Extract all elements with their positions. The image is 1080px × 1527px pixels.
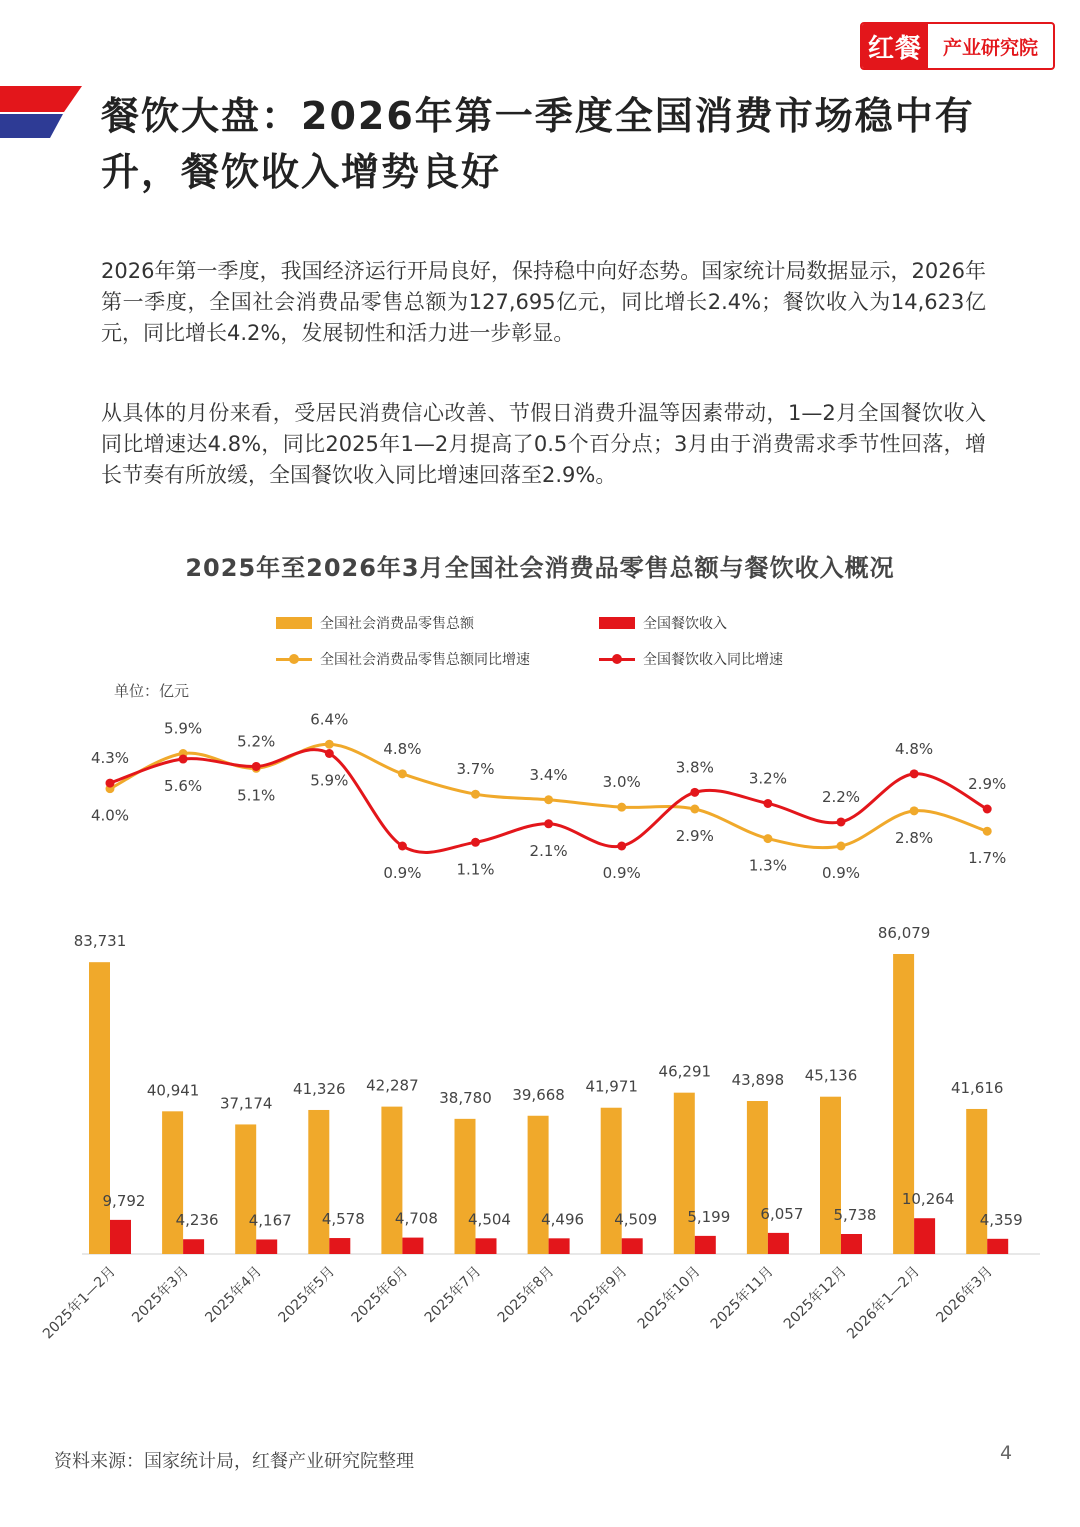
bar-catering-revenue [183,1239,204,1254]
x-tick-label: 2025年1—2月 [40,1263,119,1343]
bar-label-catering-revenue: 4,236 [175,1211,219,1230]
bar-label-catering-revenue: 5,738 [833,1206,877,1225]
legend-label: 全国餐饮收入同比增速 [643,652,783,668]
bar-label-retail-total: 86,079 [877,924,931,942]
bar-retail-total [235,1124,256,1254]
bar-retail-total [162,1111,183,1254]
x-tick-label: 2025年3月 [129,1263,192,1327]
bar-label-catering-revenue: 4,359 [979,1210,1023,1229]
bar-catering-revenue [768,1233,789,1254]
point-retail-growth [325,740,334,749]
bar-retail-total [747,1101,768,1254]
data-label-catering-growth: 1.1% [456,860,495,879]
data-label-retail-growth: 3.0% [602,773,641,792]
data-label-retail-growth: 4.0% [90,806,130,825]
point-retail-growth [544,795,553,804]
bar-label-retail-total: 39,668 [512,1085,565,1104]
bar-label-catering-revenue: 4,504 [468,1210,511,1229]
bar-label-retail-total: 41,326 [293,1079,346,1098]
x-tick-label: 2025年8月 [494,1263,558,1327]
data-label-retail-growth: 2.8% [895,828,934,847]
x-tick-label: 2025年6月 [348,1263,412,1327]
point-catering-growth [106,779,115,788]
bar-label-retail-total: 41,616 [950,1078,1004,1097]
bar-label-retail-total: 46,291 [658,1062,712,1081]
page-title: 餐饮大盘：2026年第一季度全国消费市场稳中有升，餐饮收入增势良好 [101,94,975,194]
bar-catering-revenue [549,1238,570,1254]
point-retail-growth [910,806,919,815]
data-label-catering-growth: 5.2% [237,732,276,751]
point-catering-growth [471,838,480,847]
data-label-catering-growth: 5.6% [164,777,203,796]
point-catering-growth [252,762,261,771]
bar-label-retail-total: 45,136 [804,1066,858,1085]
bar-label-catering-revenue: 6,057 [760,1204,804,1223]
unit-label: 单位：亿元 [114,682,190,700]
point-retail-growth [837,842,846,851]
bar-label-retail-total: 37,174 [219,1094,273,1113]
x-tick-label: 2025年9月 [567,1263,631,1327]
page-number: 4 [1000,1442,1013,1464]
bar-catering-revenue [695,1236,716,1254]
point-catering-growth [398,842,407,851]
data-label-catering-growth: 4.3% [90,749,130,768]
logo-name: 产业研究院 [942,36,1038,59]
bar-label-catering-revenue: 4,578 [321,1210,365,1229]
data-label-retail-growth: 3.4% [529,765,568,784]
point-retail-growth [398,769,407,778]
bar-catering-revenue [914,1218,935,1254]
data-label-catering-growth: 3.2% [748,769,787,788]
data-label-catering-growth: 5.9% [310,771,349,790]
point-retail-growth [763,834,772,843]
bar-label-catering-revenue: 10,264 [901,1190,955,1209]
bar-retail-total [455,1119,476,1254]
data-label-retail-growth: 6.4% [310,710,349,729]
point-catering-growth [983,805,992,814]
bar-label-retail-total: 42,287 [366,1076,419,1095]
source-note: 资料来源：国家统计局，红餐产业研究院整理 [54,1451,414,1472]
bar-retail-total [893,954,914,1254]
bar-retail-total [528,1116,549,1254]
x-tick-label: 2025年11月 [707,1263,777,1333]
x-tick-label: 2025年4月 [202,1263,266,1327]
bar-label-catering-revenue: 4,509 [614,1210,658,1229]
point-catering-growth [325,749,334,758]
bar-catering-revenue [110,1220,131,1254]
data-label-retail-growth: 4.8% [383,739,422,758]
point-retail-growth [471,790,480,799]
point-catering-growth [544,819,553,828]
bar-label-retail-total: 40,941 [146,1081,200,1100]
bar-catering-revenue [841,1234,862,1254]
bar-catering-revenue [476,1238,497,1254]
bar-retail-total [381,1107,402,1254]
bar-label-retail-total: 38,780 [439,1088,492,1107]
legend-label: 全国社会消费品零售总额 [320,616,474,632]
bar-label-catering-revenue: 5,199 [687,1207,731,1226]
data-label-retail-growth: 5.1% [237,786,276,805]
point-retail-growth [690,805,699,814]
x-tick-label: 2026年3月 [933,1263,997,1327]
point-catering-growth [179,755,188,764]
bar-label-retail-total: 41,971 [585,1077,638,1096]
bar-label-catering-revenue: 4,167 [248,1211,292,1230]
chart-title: 2025年至2026年3月全国社会消费品零售总额与餐饮收入概况 [185,554,895,582]
bar-retail-total [308,1110,329,1254]
x-tick-label: 2025年5月 [275,1263,339,1327]
bar-catering-revenue [622,1238,643,1254]
bar-label-retail-total: 43,898 [731,1071,785,1090]
bar-retail-total [601,1108,622,1254]
bar-label-catering-revenue: 9,792 [102,1191,146,1210]
x-tick-label: 2026年1—2月 [844,1263,923,1343]
data-label-catering-growth: 3.8% [675,758,714,777]
data-label-catering-growth: 2.1% [529,841,568,860]
bar-retail-total [89,962,110,1254]
point-retail-growth [983,827,992,836]
point-catering-growth [910,769,919,778]
data-label-retail-growth: 0.9% [821,864,861,882]
bar-retail-total [674,1093,695,1254]
data-label-retail-growth: 5.9% [164,719,203,738]
point-retail-growth [617,803,626,812]
data-label-retail-growth: 1.3% [748,856,787,875]
data-label-retail-growth: 3.7% [456,760,495,779]
data-label-retail-growth: 2.9% [675,827,714,845]
data-label-retail-growth: 1.7% [968,849,1007,868]
data-label-catering-growth: 0.9% [383,864,422,882]
data-label-catering-growth: 4.8% [895,739,934,758]
point-catering-growth [690,788,699,797]
bar-catering-revenue [256,1239,277,1254]
point-catering-growth [617,842,626,851]
bar-catering-revenue [402,1238,423,1254]
legend-label: 全国餐饮收入 [643,616,727,632]
x-tick-label: 2025年10月 [634,1263,704,1333]
data-label-catering-growth: 2.9% [968,775,1007,793]
data-label-catering-growth: 2.2% [821,787,861,806]
point-catering-growth [837,817,846,826]
paragraph-2: 从具体的月份来看，受居民消费信心改善、节假日消费升温等因素带动，1—2月全国餐饮收入同比增速达4.8%，同比2025年1—2月提高了0.5个百分点；3月由于消费需求季节性回落，增长节奏有所放缓，全国餐饮收入同比增速回落至2.9%。 [101,401,986,487]
bar-label-catering-revenue: 4,496 [541,1210,585,1229]
bar-label-retail-total: 83,731 [73,932,127,951]
x-tick-label: 2025年7月 [421,1263,485,1327]
point-catering-growth [763,799,772,808]
paragraph-1: 2026年第一季度，我国经济运行开局良好，保持稳中向好态势。国家统计局数据显示，2026年第一季度，全国社会消费品零售总额为127,695亿元，同比增长2.4%；餐饮收入为14,623亿元，同比增长4.2%，发展韧性和活力进一步彰显。 [101,259,986,345]
logo-mark: 红餐 [862,24,928,68]
data-label-catering-growth: 0.9% [602,864,641,882]
bar-retail-total [966,1109,987,1254]
legend-label: 全国社会消费品零售总额同比增速 [320,652,530,668]
bar-retail-total [820,1097,841,1254]
bar-label-catering-revenue: 4,708 [394,1209,438,1228]
bar-catering-revenue [987,1239,1008,1254]
x-tick-label: 2025年12月 [780,1263,850,1333]
bar-catering-revenue [329,1238,350,1254]
